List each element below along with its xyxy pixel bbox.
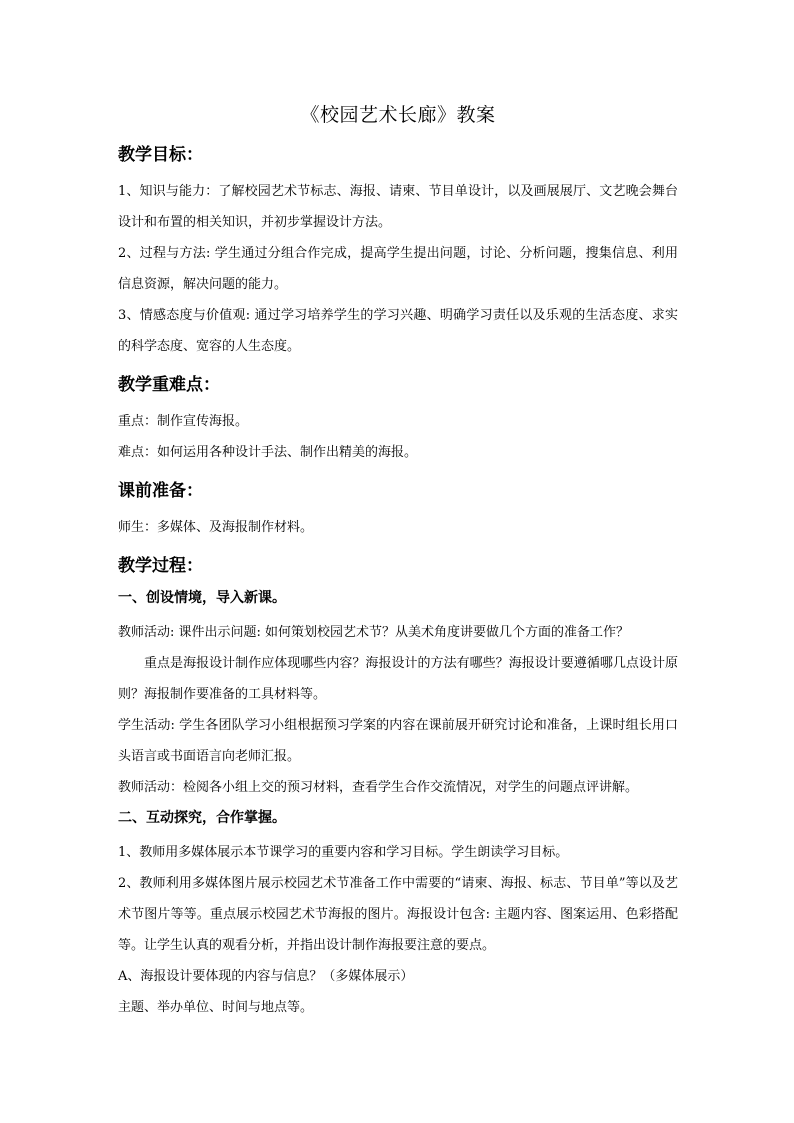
teacher-activity-2: 教师活动：检阅各小组上交的预习材料，查看学生合作交流情况，对学生的问题点评讲解。	[118, 780, 639, 795]
objective-3: 3、情感态度与价值观: 通过学习培养学生的学习兴趣、明确学习责任以及乐观的生活态度、求实的科学态度、宽容的人生态度。	[118, 308, 678, 354]
process-part2-heading: 二、互动探究，合作掌握。	[118, 810, 286, 826]
document-title: 《校园艺术长廊》教案	[300, 104, 496, 126]
focus-paragraph: 重点是海报设计制作应体现哪些内容？海报设计的方法有哪些？海报设计要遵循哪几点设计原则？海报制作要准备的工具材料等。	[118, 656, 678, 702]
objective-2: 2、过程与方法: 学生通过分组合作完成，提高学生提出问题，讨论、分析问题，搜集信息、利用信息资源，解决问题的能力。	[118, 246, 678, 292]
keypoint-difficulty: 难点：如何运用各种设计手法、制作出精美的海报。	[118, 445, 418, 460]
keypoints-heading: 教学重难点：	[118, 375, 220, 395]
teacher-activity-1: 教师活动: 课件出示问题: 如何策划校园艺术节？从美术角度讲要做几个方面的准备工作？	[118, 625, 630, 640]
objectives-heading: 教学目标：	[118, 145, 203, 165]
part2-item-2: 2、教师利用多媒体图片展示校园艺术节准备工作中需要的“请柬、海报、标志、节目单”等以及艺术节图片等等。重点展示校园艺术节海报的图片。海报设计包含: 主题内容、图案运用、色彩搭配等。让学生认真的观看分析，并指出设计制作海报要注意的要点。	[118, 876, 678, 953]
student-activity: 学生活动: 学生各团队学习小组根据预习学案的内容在课前展开研究讨论和准备，上课时组长用口头语言或书面语言向老师汇报。	[118, 718, 678, 764]
preparation-item: 师生：多媒体、及海报制作材料。	[118, 520, 314, 535]
preparation-heading: 课前准备：	[118, 481, 203, 501]
process-heading: 教学过程：	[118, 556, 203, 576]
document-page	[118, 100, 678, 1023]
part2-item-a: A、海报设计要体现的内容与信息？（多媒体展示）	[118, 969, 414, 984]
process-part1-heading: 一、创设情境，导入新课。	[118, 590, 286, 606]
objective-1: 1、知识与能力：了解校园艺术节标志、海报、请柬、节目单设计，以及画展展厅、文艺晚会舞台设计和布置的相关知识，并初步掌握设计方法。	[118, 184, 678, 230]
part2-item-a-answer: 主题、举办单位、时间与地点等。	[118, 1000, 314, 1015]
keypoint-focus: 重点：制作宣传海报。	[118, 414, 249, 429]
part2-item-1: 1、教师用多媒体展示本节课学习的重要内容和学习目标。学生朗读学习目标。	[118, 845, 569, 860]
